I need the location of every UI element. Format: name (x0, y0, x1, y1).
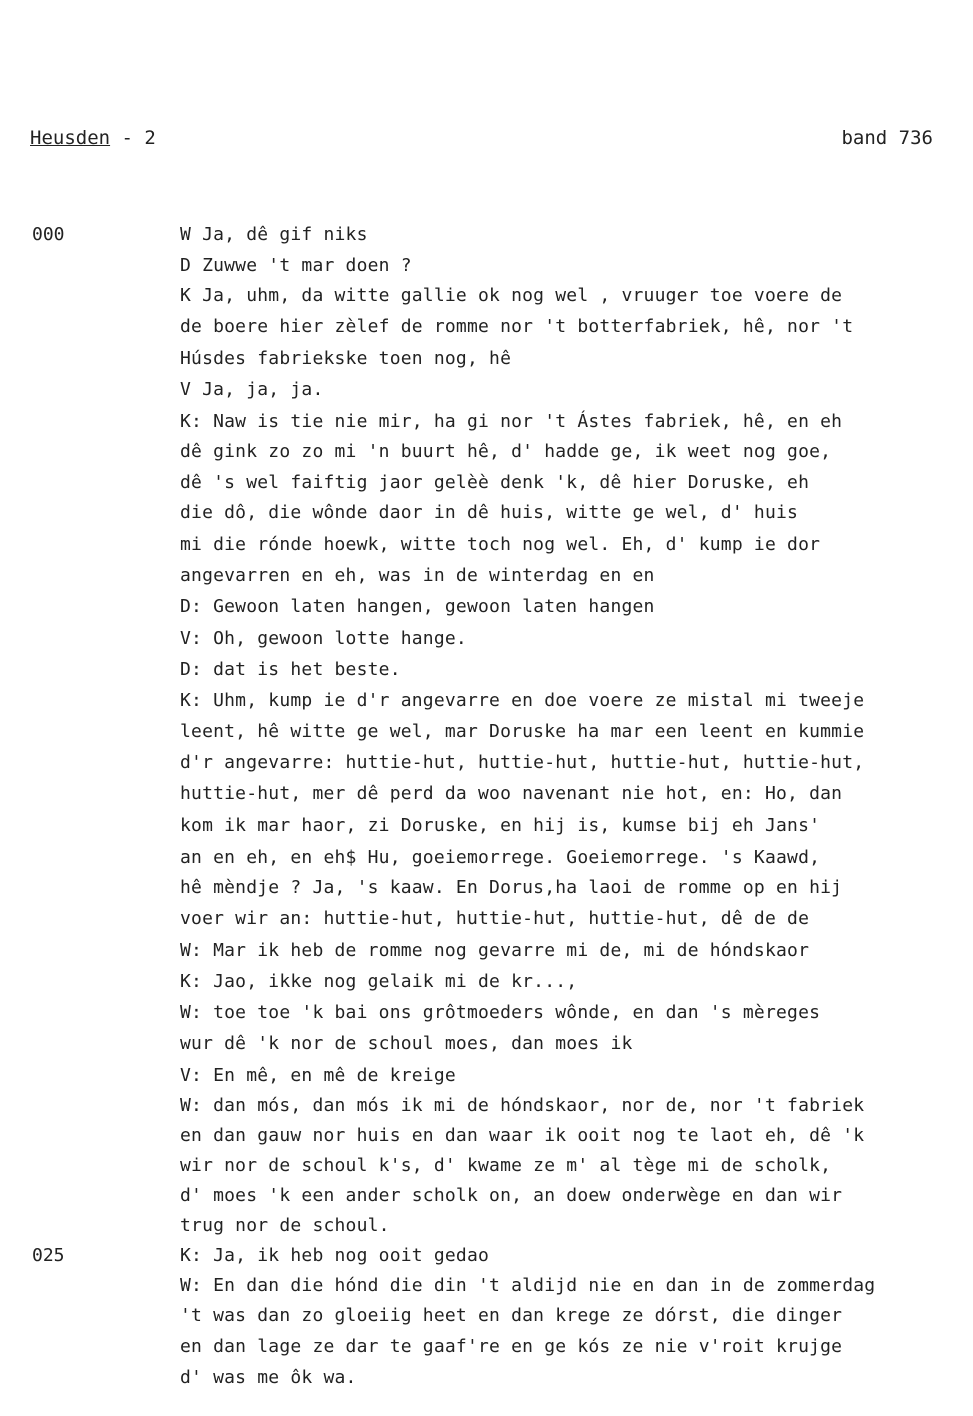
transcript-line: W: En dan die hónd die din 't aldijd nie en dan in de zommerdag (180, 1275, 876, 1296)
transcript-line: an en eh, en eh$ Hu, goeiemorrege. Goeiemorrege. 's Kaawd, (180, 847, 821, 868)
header-place: Heusden (30, 127, 111, 149)
transcript-line: de boere hier zèlef de romme nor 't botterfabriek, hê, nor 't (180, 316, 854, 337)
transcript-line: K: Naw is tie nie mir, ha gi nor 't Ástes fabriek, hê, en eh (180, 411, 843, 432)
transcript-line: en dan gauw nor huis en dan waar ik ooit nog te laot eh, dê 'k (180, 1125, 865, 1146)
transcript-line: D Zuwwe 't mar doen ? (180, 255, 412, 276)
transcript-line: D: dat is het beste. (180, 659, 401, 680)
transcript-line: en dan lage ze dar te gaaf're en ge kós ze nie v'roit krujge (180, 1336, 843, 1357)
transcript-line: D: Gewoon laten hangen, gewoon laten hangen (180, 596, 655, 617)
transcript-line: wir nor de schoul k's, d' kwame ze m' al tège mi de scholk, (180, 1155, 832, 1176)
transcript-line: W: toe toe 'k bai ons grôtmoeders wônde, en dan 's mèreges (180, 1002, 821, 1023)
transcript-line: d' was me ôk wa. (180, 1367, 357, 1388)
transcript-line: K: Ja, ik heb nog ooit gedao (180, 1245, 490, 1266)
transcript-line: W Ja, dê gif niks (180, 224, 368, 245)
header-page-number: 2 (144, 127, 156, 149)
transcript-line: W: dan mós, dan mós ik mi de hóndskaor, nor de, nor 't fabriek (180, 1095, 865, 1116)
header-separator: - (110, 127, 145, 149)
transcript-line: Húsdes fabriekske toen nog, hê (180, 348, 512, 369)
transcript-line: W: Mar ik heb de romme nog gevarre mi de, mi de hóndskaor (180, 940, 810, 961)
margin-counter-000: 000 (32, 224, 65, 245)
transcript-line: kom ik mar haor, zi Doruske, en hij is, kumse bij eh Jans' (180, 815, 821, 836)
transcript-line: angevarren en eh, was in de winterdag en en (180, 565, 655, 586)
transcript-line: hê mèndje ? Ja, 's kaaw. En Dorus,ha laoi de romme op en hij (180, 877, 843, 898)
header-left (30, 127, 156, 149)
transcript-line: voer wir an: huttie-hut, huttie-hut, huttie-hut, dê de de (180, 908, 810, 929)
transcript-line: K: Uhm, kump ie d'r angevarre en doe voere ze mistal mi tweeje (180, 690, 865, 711)
transcript-line: mi die rónde hoewk, witte toch nog wel. Eh, d' kump ie dor (180, 534, 821, 555)
transcript-line: V Ja, ja, ja. (180, 379, 324, 400)
transcript-line: huttie-hut, mer dê perd da woo navenant nie hot, en: Ho, dan (180, 783, 843, 804)
transcript-line: d' moes 'k een ander scholk on, an doew onderwège en dan wir (180, 1185, 843, 1206)
margin-counter-025: 025 (32, 1245, 65, 1266)
transcript-line: V: Oh, gewoon lotte hange. (180, 628, 467, 649)
transcript-line: d'r angevarre: huttie-hut, huttie-hut, huttie-hut, huttie-hut, (180, 752, 865, 773)
transcript-line: die dô, die wônde daor in dê huis, witte ge wel, d' huis (180, 502, 799, 523)
transcript-line: K Ja, uhm, da witte gallie ok nog wel , vruuger toe voere de (180, 285, 843, 306)
transcript-line: leent, hê witte ge wel, mar Doruske ha mar een leent en kummie (180, 721, 865, 742)
transcript-line: dê 's wel faiftig jaor gelèè denk 'k, dê hier Doruske, eh (180, 472, 810, 493)
transcript-line: V: En mê, en mê de kreige (180, 1065, 456, 1086)
transcript-line: trug nor de schoul. (180, 1215, 390, 1236)
header-band: band 736 (841, 127, 933, 149)
transcript-line: 't was dan zo gloeiig heet en dan krege ze dórst, die dinger (180, 1305, 843, 1326)
transcript-line: K: Jao, ikke nog gelaik mi de kr..., (180, 971, 578, 992)
transcript-line: wur dê 'k nor de schoul moes, dan moes ik (180, 1033, 633, 1054)
transcript-line: dê gink zo zo mi 'n buurt hê, d' hadde ge, ik weet nog goe, (180, 441, 832, 462)
